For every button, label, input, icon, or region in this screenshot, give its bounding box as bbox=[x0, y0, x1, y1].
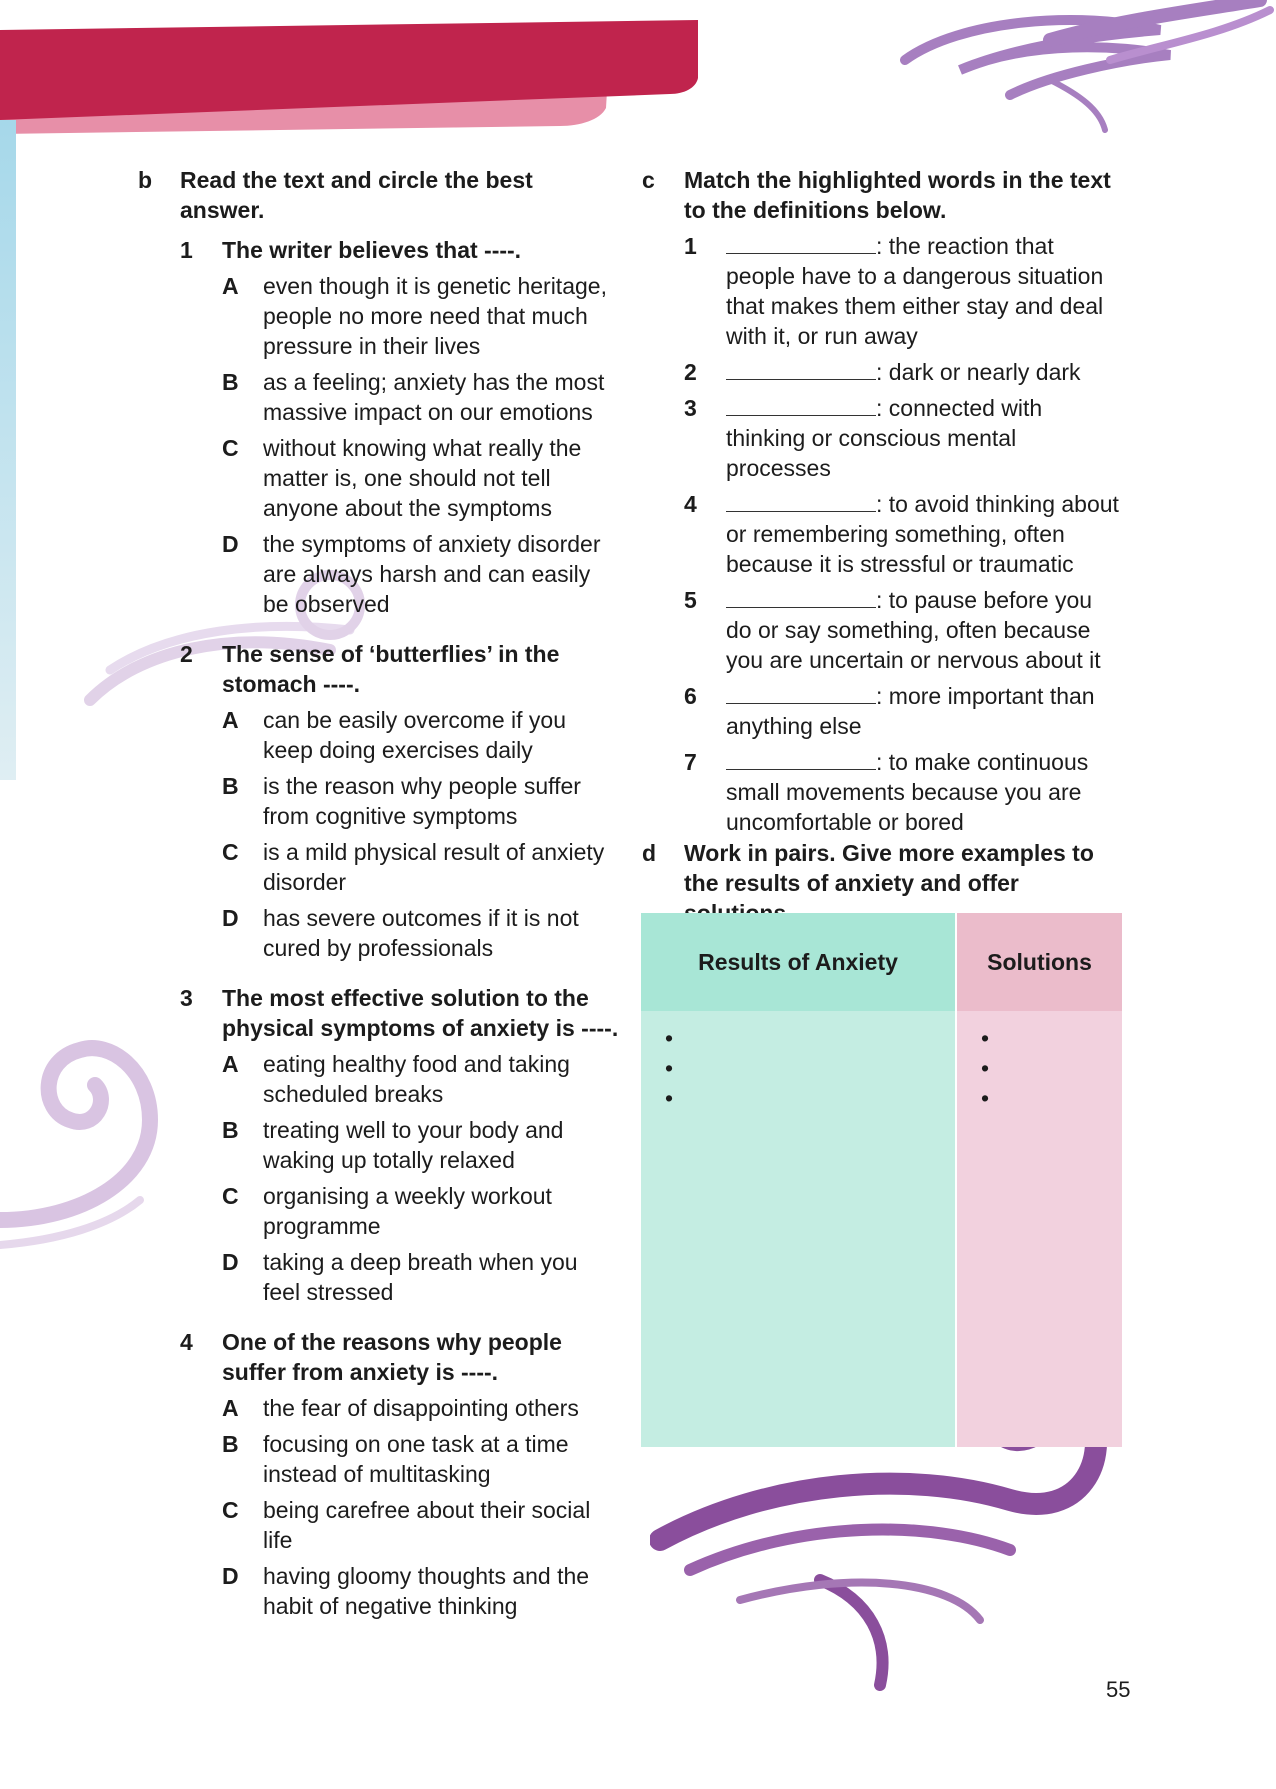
swirl-top-right-icon bbox=[900, 0, 1276, 140]
option-letter: A bbox=[222, 1395, 239, 1421]
definition-number: 2 bbox=[684, 359, 697, 385]
option-letter: D bbox=[222, 905, 239, 931]
bullet-point: • bbox=[981, 1025, 990, 1051]
option-text: the fear of disappointing others bbox=[263, 1395, 579, 1421]
option-b[interactable] bbox=[222, 367, 620, 427]
question-stem: The sense of ‘butterflies’ in the stomach ----. bbox=[222, 641, 560, 697]
question-number: 4 bbox=[180, 1329, 193, 1355]
option-a[interactable] bbox=[222, 705, 620, 765]
definition-text: : the reaction that people have to a dangerous situation that makes them either stay and deal with it, or run away bbox=[726, 233, 1104, 349]
definition-3 bbox=[684, 393, 1124, 483]
option-letter: D bbox=[222, 531, 239, 557]
question-1 bbox=[180, 235, 620, 619]
section-instruction: Match the highlighted words in the text to the definitions below. bbox=[684, 167, 1111, 223]
answer-blank[interactable] bbox=[726, 749, 876, 770]
option-text: even though it is genetic heritage, people no more need that much pressure in their lives bbox=[263, 273, 607, 359]
option-letter: C bbox=[222, 839, 239, 865]
column-header-results: Results of Anxiety bbox=[641, 913, 956, 1011]
bullet-point: • bbox=[665, 1055, 674, 1081]
answer-blank[interactable] bbox=[726, 359, 876, 380]
question-2 bbox=[180, 639, 620, 963]
answer-blank[interactable] bbox=[726, 491, 876, 512]
option-letter: B bbox=[222, 1117, 239, 1143]
left-edge-strip bbox=[0, 120, 16, 780]
question-stem: The writer believes that ----. bbox=[222, 237, 522, 263]
definition-number: 6 bbox=[684, 683, 697, 709]
definition-2 bbox=[684, 357, 1124, 387]
results-cell[interactable] bbox=[641, 1011, 956, 1447]
definition-number: 4 bbox=[684, 491, 697, 517]
option-letter: C bbox=[222, 1183, 239, 1209]
option-c[interactable] bbox=[222, 433, 620, 523]
definition-text: : connected with thinking or conscious mental processes bbox=[726, 395, 1043, 481]
option-letter: C bbox=[222, 1497, 239, 1523]
definition-text: : to make continuous small movements because you are uncomfortable or bored bbox=[726, 749, 1089, 835]
option-text: taking a deep breath when you feel stressed bbox=[263, 1249, 578, 1305]
option-letter: A bbox=[222, 707, 239, 733]
option-c[interactable] bbox=[222, 1181, 620, 1241]
section-letter: c bbox=[642, 167, 655, 193]
option-text: treating well to your body and waking up totally relaxed bbox=[263, 1117, 564, 1173]
option-letter: B bbox=[222, 773, 239, 799]
option-text: as a feeling; anxiety has the most massive impact on our emotions bbox=[263, 369, 605, 425]
definition-6 bbox=[684, 681, 1124, 741]
option-b[interactable] bbox=[222, 771, 620, 831]
option-text: has severe outcomes if it is not cured by professionals bbox=[263, 905, 579, 961]
section-b bbox=[138, 165, 620, 1621]
option-letter: C bbox=[222, 435, 239, 461]
section-letter: d bbox=[642, 840, 657, 866]
definition-text: : dark or nearly dark bbox=[876, 359, 1081, 385]
question-4 bbox=[180, 1327, 620, 1621]
option-text: is the reason why people suffer from cognitive symptoms bbox=[263, 773, 581, 829]
option-letter: A bbox=[222, 273, 239, 299]
table-header-row bbox=[641, 913, 1122, 1011]
option-text: being carefree about their social life bbox=[263, 1497, 591, 1553]
swirl-left-bottom-icon bbox=[0, 1020, 170, 1250]
option-a[interactable] bbox=[222, 271, 620, 361]
bullet-point: • bbox=[981, 1085, 990, 1111]
question-number: 1 bbox=[180, 237, 193, 263]
header-band bbox=[0, 0, 720, 140]
definition-number: 5 bbox=[684, 587, 697, 613]
option-text: can be easily overcome if you keep doing exercises daily bbox=[263, 707, 566, 763]
definition-text: : to pause before you do or say something, often because you are uncertain or nervous about it bbox=[726, 587, 1101, 673]
definition-5 bbox=[684, 585, 1124, 675]
definition-text: : more important than anything else bbox=[726, 683, 1095, 739]
option-a[interactable] bbox=[222, 1393, 620, 1423]
option-d[interactable] bbox=[222, 529, 620, 619]
question-3 bbox=[180, 983, 620, 1307]
option-text: eating healthy food and taking scheduled breaks bbox=[263, 1051, 570, 1107]
section-b-heading bbox=[138, 165, 620, 225]
option-letter: D bbox=[222, 1563, 239, 1589]
question-number: 3 bbox=[180, 985, 193, 1011]
option-a[interactable] bbox=[222, 1049, 620, 1109]
answer-blank[interactable] bbox=[726, 683, 876, 704]
option-text: the symptoms of anxiety disorder are always harsh and can easily be observed bbox=[263, 531, 601, 617]
definition-7 bbox=[684, 747, 1124, 837]
answer-blank[interactable] bbox=[726, 233, 876, 254]
option-c[interactable] bbox=[222, 1495, 620, 1555]
option-letter: A bbox=[222, 1051, 239, 1077]
option-letter: B bbox=[222, 369, 239, 395]
option-d[interactable] bbox=[222, 1561, 620, 1621]
section-letter: b bbox=[138, 167, 153, 193]
option-d[interactable] bbox=[222, 903, 620, 963]
definition-1 bbox=[684, 231, 1124, 351]
option-d[interactable] bbox=[222, 1247, 620, 1307]
option-letter: B bbox=[222, 1431, 239, 1457]
answer-blank[interactable] bbox=[726, 587, 876, 608]
question-stem: The most effective solution to the physical symptoms of anxiety is ----. bbox=[222, 985, 619, 1041]
bullet-point: • bbox=[665, 1085, 674, 1111]
section-instruction: Read the text and circle the best answer. bbox=[180, 167, 533, 223]
bullet-point: • bbox=[981, 1055, 990, 1081]
option-text: organising a weekly workout programme bbox=[263, 1183, 552, 1239]
option-text: having gloomy thoughts and the habit of negative thinking bbox=[263, 1563, 590, 1619]
results-solutions-table bbox=[641, 913, 1122, 1447]
option-letter: D bbox=[222, 1249, 239, 1275]
option-b[interactable] bbox=[222, 1429, 620, 1489]
section-c bbox=[642, 165, 1124, 837]
section-c-heading bbox=[642, 165, 1124, 225]
definition-text: : to avoid thinking about or remembering something, often because it is stressful or traumatic bbox=[726, 491, 1119, 577]
option-text: focusing on one task at a time instead of multitasking bbox=[263, 1431, 569, 1487]
question-number: 2 bbox=[180, 641, 193, 667]
option-text: without knowing what really the matter is, one should not tell anyone about the symptoms bbox=[263, 435, 582, 521]
solutions-cell[interactable] bbox=[956, 1011, 1122, 1447]
definition-4 bbox=[684, 489, 1124, 579]
page-number: 55 bbox=[1106, 1677, 1131, 1702]
definition-number: 7 bbox=[684, 749, 697, 775]
question-stem: One of the reasons why people suffer from anxiety is ----. bbox=[222, 1329, 562, 1385]
column-header-solutions: Solutions bbox=[956, 913, 1122, 1011]
bullet-point: • bbox=[665, 1025, 674, 1051]
option-text: is a mild physical result of anxiety disorder bbox=[263, 839, 605, 895]
option-c[interactable] bbox=[222, 837, 620, 897]
answer-blank[interactable] bbox=[726, 395, 876, 416]
definition-number: 3 bbox=[684, 395, 697, 421]
definition-number: 1 bbox=[684, 233, 697, 259]
option-b[interactable] bbox=[222, 1115, 620, 1175]
table-body-row bbox=[641, 1011, 1122, 1447]
section-instruction: Work in pairs. Give more examples to the results of anxiety and offer bbox=[684, 840, 1094, 896]
